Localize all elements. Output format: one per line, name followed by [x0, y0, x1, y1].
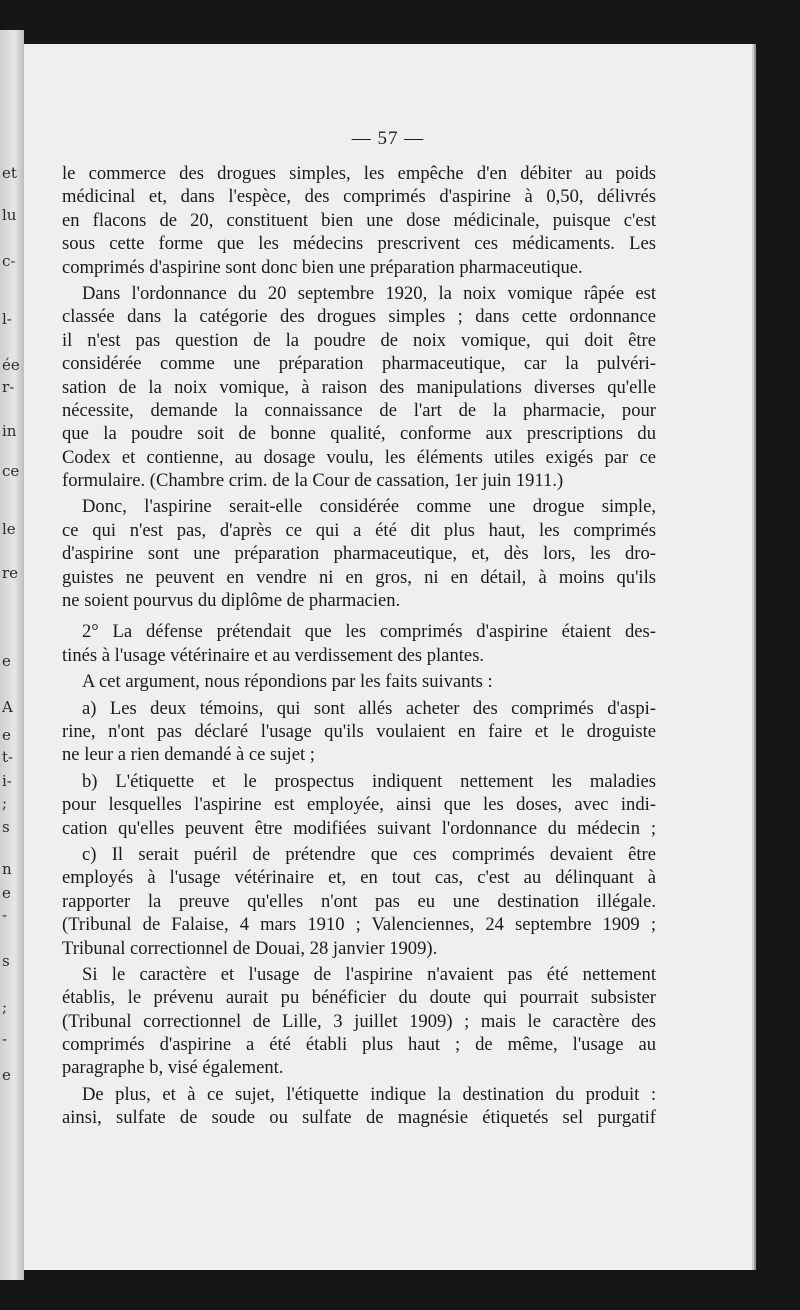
margin-fragment: e — [2, 652, 11, 670]
text-line: classée dans la catégorie des drogues simples ; dans cette ordonnance — [62, 306, 656, 328]
margin-fragment: le — [2, 520, 16, 538]
text-line: rapporter la preuve qu'elles n'ont pas eu une destination illégale. — [62, 890, 656, 912]
margin-fragment: ; — [2, 794, 8, 812]
text-line: en flacons de 20, constituent bien une dose médicinale, puisque c'est — [62, 209, 656, 231]
text-line: Tribunal correctionnel de Douai, 28 janvier 1909). — [62, 937, 438, 959]
text-line: tinés à l'usage vétérinaire et au verdissement des plantes. — [62, 644, 485, 666]
margin-fragment: ée — [2, 356, 20, 374]
page-number: — 57 — — [351, 128, 425, 149]
margin-fragment: re — [2, 564, 19, 582]
text-line: guistes ne peuvent en vendre ni en gros, ni en détail, à moins qu'ils — [62, 566, 656, 588]
text-line: Dans l'ordonnance du 20 septembre 1920, la noix vomique râpée est — [82, 282, 656, 304]
margin-fragment: lu — [2, 206, 17, 224]
previous-page-edge — [0, 30, 24, 1280]
margin-fragment: ce — [2, 462, 20, 480]
text-line: c) Il serait puéril de prétendre que ces comprimés devaient être — [82, 843, 656, 865]
text-line: Codex et contienne, au dosage voulu, les éléments utiles exigés par ce — [62, 446, 656, 468]
text-line: b) L'étiquette et le prospectus indiquent nettement les maladies — [82, 770, 656, 792]
page-body — [62, 162, 656, 1130]
text-line: comprimés d'aspirine a été établi plus haut ; de même, l'usage au — [62, 1034, 656, 1056]
text-line: établis, le prévenu aurait pu bénéficier du doute qui pourrait subsister — [62, 987, 656, 1009]
document-page — [24, 44, 752, 1270]
text-line: d'aspirine sont une préparation pharmaceutique, et, dès lors, les dro- — [62, 543, 656, 565]
text-line: ainsi, sulfate de soude ou sulfate de magnésie étiquetés sel purgatif — [62, 1107, 656, 1129]
text-line: Donc, l'aspirine serait-elle considérée comme une drogue simple, — [82, 496, 656, 518]
text-line: a) Les deux témoins, qui sont allés acheter des comprimés d'aspi- — [82, 697, 656, 719]
text-line: paragraphe b, visé également. — [62, 1057, 284, 1079]
text-line: formulaire. (Chambre crim. de la Cour de cassation, 1er juin 1911.) — [62, 470, 564, 492]
margin-fragment: in — [2, 422, 17, 440]
text-line: que la poudre soit de bonne qualité, conforme aux prescriptions du — [62, 423, 656, 445]
text-line: comprimés d'aspirine sont donc bien une préparation pharmaceutique. — [62, 256, 583, 278]
margin-fragment: et — [2, 164, 17, 182]
margin-fragment: i- — [2, 772, 12, 790]
text-line: Si le caractère et l'usage de l'aspirine n'avaient pas été nettement — [82, 963, 656, 985]
text-line: médicinal et, dans l'espèce, des comprimés d'aspirine à 0,50, délivrés — [62, 186, 656, 208]
text-line: ne soient pourvus du diplôme de pharmacien. — [62, 590, 401, 612]
margin-fragment: - — [2, 906, 8, 924]
text-line: rine, n'ont pas déclaré l'usage qu'ils voulaient en faire et le droguiste — [62, 720, 656, 742]
margin-fragment: r- — [2, 378, 15, 396]
text-line: De plus, et à ce sujet, l'étiquette indique la destination du produit : — [82, 1083, 656, 1105]
text-line: 2° La défense prétendait que les comprimés d'aspirine étaient des- — [82, 621, 656, 643]
margin-fragment: n — [2, 860, 12, 878]
text-line: considérée comme une préparation pharmaceutique, car la pulvéri- — [62, 353, 656, 375]
text-line: nécessite, demande la connaissance de l'art de la pharmacie, pour — [62, 399, 656, 421]
text-line: ne leur a rien demandé à ce sujet ; — [62, 744, 315, 766]
margin-fragment: c- — [2, 252, 16, 270]
margin-fragment: t- — [2, 748, 14, 766]
margin-fragment: A — [2, 698, 13, 716]
margin-fragment: e — [2, 884, 11, 902]
text-line: sation de la noix vomique, à raison des manipulations diverses qu'elle — [62, 376, 656, 398]
text-line: sous cette forme que les médecins prescrivent ces médicaments. Les — [62, 233, 656, 255]
text-line: pour lesquelles l'aspirine est employée, ainsi que les doses, avec indi- — [62, 794, 656, 816]
text-line: (Tribunal de Falaise, 4 mars 1910 ; Valenciennes, 24 septembre 1909 ; — [62, 914, 656, 936]
text-line: (Tribunal correctionnel de Lille, 3 juillet 1909) ; mais le caractère des — [62, 1010, 656, 1032]
text-line: ce qui n'est pas, d'après ce qui a été dit plus haut, les comprimés — [62, 519, 656, 541]
margin-fragment: e — [2, 726, 11, 744]
text-line: employés à l'usage vétérinaire et, en tout cas, c'est au délinquant à — [62, 867, 656, 889]
margin-fragment: s — [2, 818, 10, 836]
text-line: le commerce des drogues simples, les empêche d'en débiter au poids — [62, 163, 656, 184]
margin-fragment: - — [2, 1030, 8, 1048]
margin-fragment: e — [2, 1066, 11, 1084]
text-line: cation qu'elles peuvent être modifiées suivant l'ordonnance du médecin ; — [62, 817, 656, 839]
margin-fragment: l- — [2, 310, 12, 328]
text-line: il n'est pas question de la poudre de noix vomique, qui doit être — [62, 329, 656, 351]
text-line: A cet argument, nous répondions par les faits suivants : — [82, 671, 493, 693]
margin-fragment: s — [2, 952, 10, 970]
margin-fragment: ; — [2, 998, 8, 1016]
